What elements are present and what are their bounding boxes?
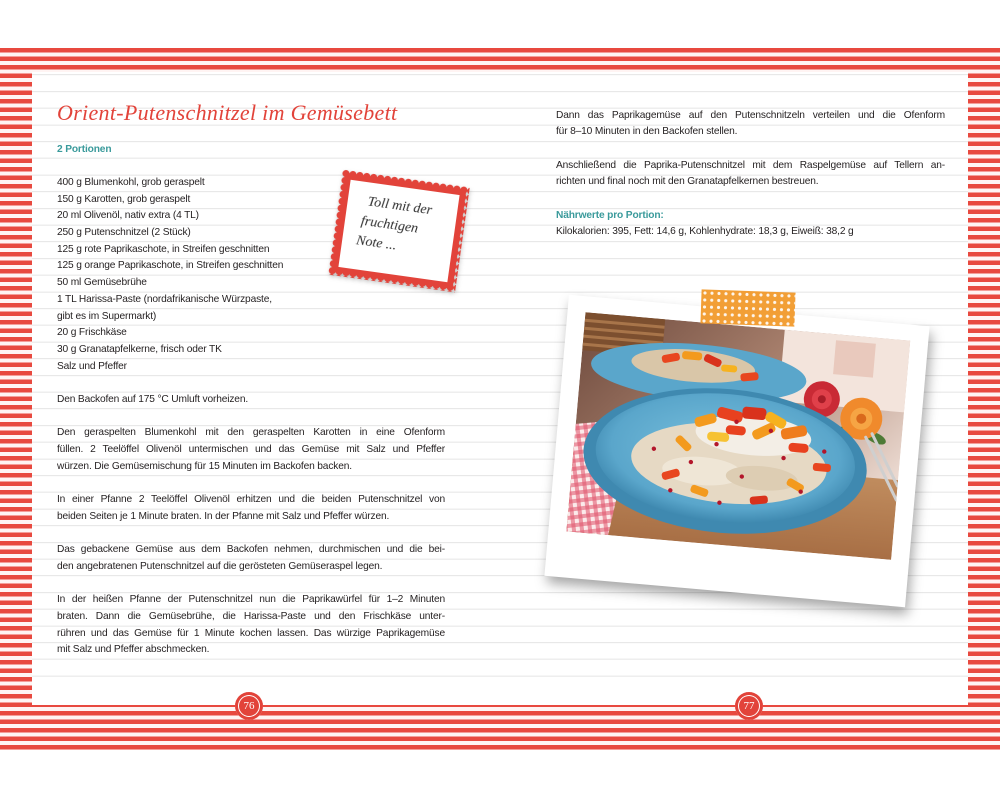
step-line: braten. Dann die Gemüsebrühe, die Harissa-Paste und den Frischkäse unter- — [57, 610, 445, 622]
right-page-text — [556, 108, 945, 242]
note-line: fruchtigen — [359, 213, 420, 237]
ingredient-line: 400 g Blumenkohl, grob geraspelt — [57, 177, 205, 189]
ingredient-line: gibt es im Supermarkt) — [57, 310, 157, 322]
step-line: In einer Pfanne 2 Teelöffel Olivenöl erhitzen und die beiden Putenschnitzel von — [57, 494, 445, 506]
step-line: In der heißen Pfanne der Putenschnitzel nun die Paprikawürfel für 1–2 Minuten — [57, 594, 445, 606]
nutrition-values: Kilokalorien: 395, Fett: 14,6 g, Kohlenhydrate: 18,3 g, Eiweiß: 38,2 g — [556, 226, 854, 238]
nutrition-heading: Nährwerte pro Portion: — [556, 209, 664, 221]
step-line: Dann das Paprikagemüse auf den Putenschnitzeln verteilen und die Ofenform — [556, 109, 945, 121]
blank-line — [57, 576, 445, 593]
note-body — [338, 180, 459, 282]
step-line: richten und final noch mit den Granatapfelkernen bestreuen. — [556, 176, 819, 188]
step-line: Anschließend die Paprika-Putenschnitzel mit dem Raspelgemüse auf Tellern an- — [556, 159, 945, 171]
ingredient-line: 1 TL Harissa-Paste (nordafrikanische Würzpaste, — [57, 293, 272, 305]
blank-line — [57, 158, 445, 175]
step-line: beiden Seiten je 1 Minute braten. In der Pfanne mit Salz und Pfeffer würzen. — [57, 510, 390, 522]
tip-note-card — [328, 170, 470, 293]
blank-line — [57, 375, 445, 392]
ingredient-line: 150 g Karotten, grob geraspelt — [57, 193, 191, 205]
food-photo — [566, 312, 910, 560]
ingredient-line: 30 g Granatapfelkerne, frisch oder TK — [57, 343, 222, 355]
polaroid-frame — [544, 295, 929, 607]
step-line: Den geraspelten Blumenkohl mit den geraspelten Karotten in eine Ofenform — [57, 427, 445, 439]
ingredient-line: Salz und Pfeffer — [57, 360, 127, 372]
step-line: würzen. Die Gemüsemischung für 15 Minuten im Backofen backen. — [57, 460, 352, 472]
note-line: Toll mit der — [366, 194, 434, 219]
ingredient-line: 50 ml Gemüsebrühe — [57, 277, 147, 289]
ingredient-line: 20 ml Olivenöl, nativ extra (4 TL) — [57, 210, 199, 222]
note-line: Note ... — [355, 233, 398, 254]
blank-line — [57, 475, 445, 492]
blank-line — [556, 141, 945, 158]
recipe-title: Orient-Putenschnitzel im Gemüsebett — [57, 100, 398, 125]
ingredient-line: 125 g rote Paprikaschote, in Streifen geschnitten — [57, 243, 270, 255]
step-line: mit Salz und Pfeffer abschmecken. — [57, 644, 210, 656]
page-number-right: 77 — [735, 692, 763, 720]
ingredient-line: 125 g orange Paprikaschote, in Streifen geschnitten — [57, 260, 284, 272]
page-number-left: 76 — [235, 692, 263, 720]
servings-heading: 2 Portionen — [57, 143, 112, 155]
step-line: Das gebackene Gemüse aus dem Backofen nehmen, durchmischen und die bei- — [57, 544, 445, 556]
step-line: rühren und das Gemüse für 1 Minute kochen lassen. Das würzige Paprikagemüse — [57, 627, 445, 639]
step-line: für 8–10 Minuten in den Backofen stellen. — [556, 126, 738, 138]
blank-line — [57, 409, 445, 426]
ingredient-line: 250 g Putenschnitzel (2 Stück) — [57, 227, 191, 239]
blank-line — [556, 191, 945, 208]
blank-line — [57, 525, 445, 542]
step-line: den angebratenen Putenschnitzel auf die gerösteten Gemüseraspel legen. — [57, 560, 383, 572]
step-line: Den Backofen auf 175 °C Umluft vorheizen. — [57, 393, 249, 405]
ingredient-line: 20 g Frischkäse — [57, 327, 127, 339]
step-line: füllen. 2 Teelöffel Olivenöl untermischen und das Gemüse mit Salz und Pfeffer — [57, 444, 445, 456]
decorative-tape — [700, 289, 795, 326]
